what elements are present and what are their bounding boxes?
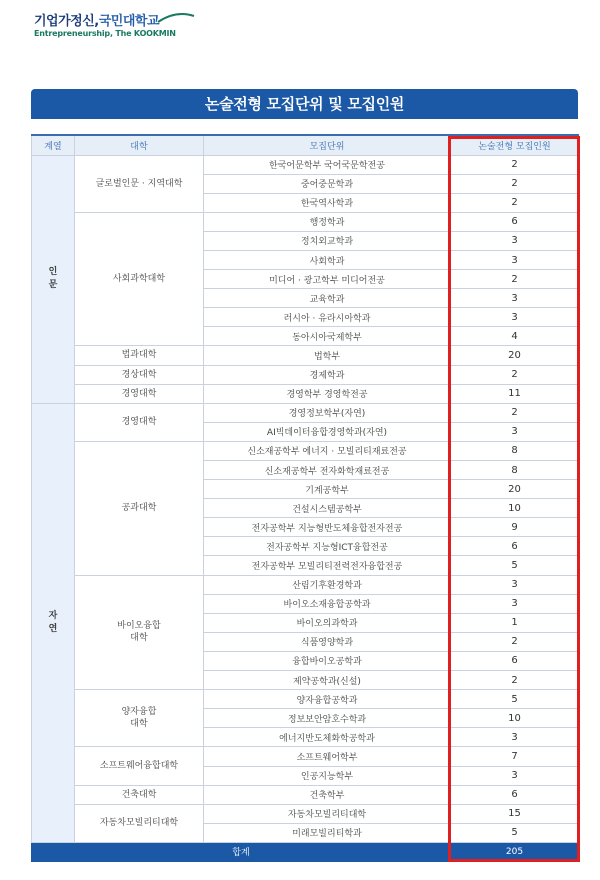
- count-cell: 2: [451, 632, 579, 651]
- table-row: [32, 365, 579, 384]
- dept-cell: 건설시스템공학부: [204, 499, 451, 518]
- count-cell: 2: [451, 155, 579, 174]
- dept-cell: 행정학과: [204, 212, 451, 231]
- table-row: [32, 747, 579, 766]
- dept-cell: 식품영양학과: [204, 632, 451, 651]
- count-cell: 10: [451, 499, 579, 518]
- title-banner: [31, 89, 578, 119]
- dept-cell: 동아시아국제학부: [204, 327, 451, 346]
- count-cell: 5: [451, 556, 579, 575]
- total-label: 합계: [32, 842, 451, 861]
- count-cell: 2: [451, 671, 579, 690]
- total-row: [32, 842, 579, 861]
- dept-cell: 신소재공학부 에너지 · 모빌리티재료전공: [204, 441, 451, 460]
- count-cell: 2: [451, 365, 579, 384]
- dept-cell: 미래모빌리티학과: [204, 823, 451, 842]
- count-cell: 2: [451, 174, 579, 193]
- dept-cell: 한국역사학과: [204, 193, 451, 212]
- count-cell: 8: [451, 441, 579, 460]
- college-cell: 경영대학: [75, 403, 204, 441]
- table-row: [32, 212, 579, 231]
- college-cell: 경영대학: [75, 384, 204, 403]
- count-cell: 5: [451, 823, 579, 842]
- header-college: 대학: [75, 135, 204, 155]
- kookmin-logo: [30, 10, 200, 44]
- dept-cell: 정치외교학과: [204, 231, 451, 250]
- logo-slogan: 기업가정신,: [34, 14, 99, 29]
- count-cell: 2: [451, 403, 579, 422]
- total-count: 205: [451, 842, 579, 861]
- count-cell: 6: [451, 785, 579, 804]
- table-body: [32, 155, 579, 842]
- college-cell: 법과대학: [75, 346, 204, 365]
- dept-cell: 바이오의과학과: [204, 613, 451, 632]
- logo-title: [34, 10, 159, 29]
- count-cell: 3: [451, 308, 579, 327]
- dept-cell: 전자공학부 지능형반도체융합전자전공: [204, 518, 451, 537]
- college-cell: 경상대학: [75, 365, 204, 384]
- count-cell: 3: [451, 594, 579, 613]
- count-cell: 3: [451, 766, 579, 785]
- table-row: [32, 804, 579, 823]
- dept-cell: 건축학부: [204, 785, 451, 804]
- header-dept: 모집단위: [204, 135, 451, 155]
- table-row: [32, 690, 579, 709]
- college-cell: 바이오융합 대학: [75, 575, 204, 690]
- count-cell: 4: [451, 327, 579, 346]
- count-cell: 20: [451, 346, 579, 365]
- header-series: 계열: [32, 135, 75, 155]
- dept-cell: 인공지능학부: [204, 766, 451, 785]
- dept-cell: 교육학과: [204, 289, 451, 308]
- count-cell: 3: [451, 728, 579, 747]
- dept-cell: 경영정보학부(자연): [204, 403, 451, 422]
- dept-cell: 소프트웨어학부: [204, 747, 451, 766]
- dept-cell: 한국어문학부 국어국문학전공: [204, 155, 451, 174]
- dept-cell: AI빅데이터융합경영학과(자연): [204, 422, 451, 441]
- count-cell: 11: [451, 384, 579, 403]
- series-cell: 인 문: [32, 155, 75, 403]
- count-cell: 3: [451, 250, 579, 269]
- table-header-row: [32, 135, 579, 155]
- count-cell: 7: [451, 747, 579, 766]
- count-cell: 3: [451, 575, 579, 594]
- dept-cell: 제약공학과(신설): [204, 671, 451, 690]
- logo-swoosh-icon: [156, 12, 196, 28]
- dept-cell: 산림기후환경학과: [204, 575, 451, 594]
- count-cell: 1: [451, 613, 579, 632]
- logo-tagline: Entrepreneurship, The KOOKMIN: [34, 29, 176, 38]
- dept-cell: 경영학부 경영학전공: [204, 384, 451, 403]
- count-cell: 6: [451, 651, 579, 670]
- dept-cell: 에너지반도체화학공학과: [204, 728, 451, 747]
- dept-cell: 사회학과: [204, 250, 451, 269]
- dept-cell: 자동차모빌리티대학: [204, 804, 451, 823]
- dept-cell: 법학부: [204, 346, 451, 365]
- count-cell: 10: [451, 709, 579, 728]
- dept-cell: 신소재공학부 전자화학재료전공: [204, 461, 451, 480]
- count-cell: 3: [451, 231, 579, 250]
- count-cell: 5: [451, 690, 579, 709]
- table-row: [32, 785, 579, 804]
- table-row: [32, 403, 579, 422]
- table-row: [32, 346, 579, 365]
- recruitment-table: [31, 134, 579, 862]
- college-cell: 건축대학: [75, 785, 204, 804]
- dept-cell: 기계공학부: [204, 480, 451, 499]
- count-cell: 2: [451, 193, 579, 212]
- table-row: [32, 575, 579, 594]
- dept-cell: 중어중문학과: [204, 174, 451, 193]
- dept-cell: 융합바이오공학과: [204, 651, 451, 670]
- count-cell: 2: [451, 270, 579, 289]
- dept-cell: 정보보안암호수학과: [204, 709, 451, 728]
- college-cell: 글로벌인문 · 지역대학: [75, 155, 204, 212]
- count-cell: 20: [451, 480, 579, 499]
- table-row: [32, 155, 579, 174]
- dept-cell: 미디어 · 광고학부 미디어전공: [204, 270, 451, 289]
- count-cell: 9: [451, 518, 579, 537]
- count-cell: 3: [451, 422, 579, 441]
- logo-university-name: 국민대학교: [98, 14, 160, 29]
- count-cell: 8: [451, 461, 579, 480]
- college-cell: 소프트웨어융합대학: [75, 747, 204, 785]
- table-row: [32, 441, 579, 460]
- count-cell: 6: [451, 537, 579, 556]
- count-cell: 6: [451, 212, 579, 231]
- series-cell: 자 연: [32, 403, 75, 842]
- college-cell: 자동차모빌리티대학: [75, 804, 204, 842]
- college-cell: 사회과학대학: [75, 212, 204, 346]
- dept-cell: 전자공학부 지능형ICT융합전공: [204, 537, 451, 556]
- header-count: 논술전형 모집인원: [451, 135, 579, 155]
- college-cell: 공과대학: [75, 441, 204, 575]
- dept-cell: 바이오소재융합공학과: [204, 594, 451, 613]
- count-cell: 3: [451, 289, 579, 308]
- dept-cell: 전자공학부 모빌리티전력전자융합전공: [204, 556, 451, 575]
- dept-cell: 경제학과: [204, 365, 451, 384]
- dept-cell: 양자융합공학과: [204, 690, 451, 709]
- count-cell: 15: [451, 804, 579, 823]
- table-row: [32, 384, 579, 403]
- college-cell: 양자융합 대학: [75, 690, 204, 747]
- dept-cell: 러시아 · 유라시아학과: [204, 308, 451, 327]
- page-title: 논술전형 모집단위 및 모집인원: [204, 95, 405, 113]
